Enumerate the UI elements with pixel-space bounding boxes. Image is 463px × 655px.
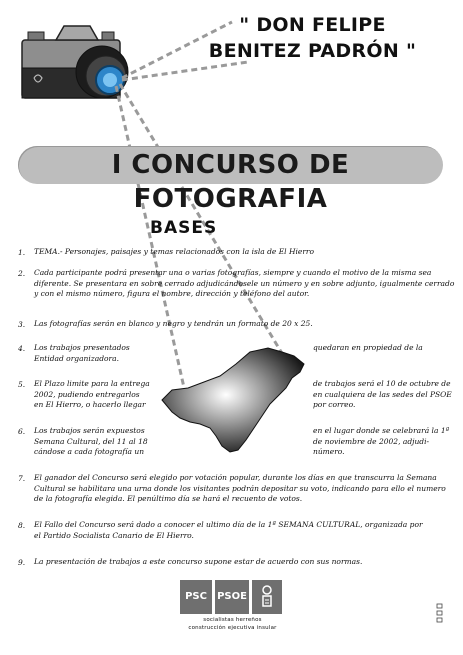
- item-line: el Partido Socialista Canario de El Hierro.: [34, 530, 194, 540]
- footer-text-1: socialistas herreños: [203, 617, 262, 623]
- item-line: La presentación de trabajos a este concurso supone estar de acuerdo con sus normas.: [34, 557, 363, 566]
- item-number: 3.: [18, 320, 26, 329]
- item-line: quedaran en propiedad de la: [313, 343, 423, 352]
- el-hierro-island-illustration: [150, 342, 310, 457]
- item-line: Cultural se habilitara una urna donde los visitantes podrán depositar su voto, indicando para ello el numero: [34, 483, 446, 493]
- item-number: 8.: [18, 521, 26, 530]
- honoree-name-line2: BENITEZ PADRÓN ": [208, 40, 417, 62]
- list-item: [34, 473, 446, 505]
- list-item-left: [34, 426, 148, 458]
- item-line: de trabajos será el 10 de octubre de: [313, 379, 451, 388]
- list-item-right: [313, 379, 452, 411]
- item-line: Entidad organizadora.: [34, 353, 119, 363]
- corner-mark-icon: [436, 603, 444, 625]
- logos: [180, 580, 285, 614]
- item-line: de la fotografía elegida. El penúltimo día se hará el recuento de votos.: [34, 494, 303, 503]
- item-number: 6.: [18, 427, 26, 436]
- item-line: en El Hierro, o hacerlo llegar: [34, 400, 146, 409]
- item-line: Los trabajos presentados: [34, 343, 130, 352]
- list-item: [34, 520, 423, 541]
- list-item: [34, 268, 454, 300]
- item-line: de noviembre de 2002, adjudi-: [313, 436, 430, 446]
- item-line: en el lugar donde se celebrará la 1ª: [313, 426, 450, 435]
- contest-title: I CONCURSO DE FOTOGRAFIA: [111, 150, 350, 214]
- psc-logo: PSC: [180, 580, 212, 614]
- footer-text-2: construcción ejecutiva insular: [188, 625, 277, 631]
- item-line: cándose a cada fotografía un: [34, 447, 145, 456]
- list-item-right: [313, 343, 423, 354]
- item-line: número.: [313, 447, 345, 456]
- rose-fist-logo: [252, 580, 282, 614]
- item-line: por correo.: [313, 400, 356, 409]
- item-line: diferente. Se presentara en sobre cerrado adjudicándosele un número y en sobre adjunto, igualmente cerrado: [34, 278, 455, 288]
- item-line: Semana Cultural, del 11 al 18: [34, 436, 148, 446]
- item-line: TEMA.- Personajes, paisajes y temas relacionados con la isla de El Hierro: [34, 247, 315, 256]
- list-item: [34, 247, 314, 258]
- honoree-name-line1: " DON FELIPE: [239, 14, 386, 36]
- item-line: El Fallo del Concurso será dado a conocer el ultimo día de la 1ª SEMANA CULTURAL, organizada por: [34, 520, 423, 529]
- item-line: y con el mismo número, figura el nombre, dirección y teléfono del autor.: [34, 289, 310, 298]
- list-item-left: [34, 379, 150, 411]
- bases-heading: BASES: [150, 218, 218, 238]
- rose-fist-icon: [252, 580, 282, 614]
- item-line: El Plazo limite para la entrega: [34, 379, 150, 388]
- item-number: 5.: [18, 380, 26, 389]
- island-shape: [162, 348, 304, 452]
- camera-icon: [22, 26, 128, 98]
- item-number: 2.: [18, 269, 26, 278]
- item-line: 2002, pudiendo entregarlos: [34, 389, 140, 399]
- item-number: 9.: [18, 558, 26, 567]
- psoe-logo: PSOE: [215, 580, 249, 614]
- item-number: 7.: [18, 474, 26, 483]
- item-line: Las fotografías serán en blanco y negro y tendrán un formato de 20 x 25.: [34, 319, 313, 328]
- list-item: [34, 557, 362, 568]
- item-line: Los trabajos serán expuestos: [34, 426, 145, 435]
- item-line: en cualquiera de las sedes del PSOE: [313, 389, 452, 399]
- list-item-left: [34, 343, 130, 364]
- list-item-right: [313, 426, 449, 458]
- camera-illustration: [14, 22, 136, 114]
- item-line: El ganador del Concurso será elegido por votación popular, durante los días en que transcurra la Semana: [34, 473, 437, 482]
- list-item: [34, 319, 313, 330]
- item-number: 4.: [18, 344, 26, 353]
- item-number: 1.: [18, 248, 26, 257]
- item-line: Cada participante podrá presentar una o varias fotografías, siempre y cuando el motivo de la misma sea: [34, 268, 432, 277]
